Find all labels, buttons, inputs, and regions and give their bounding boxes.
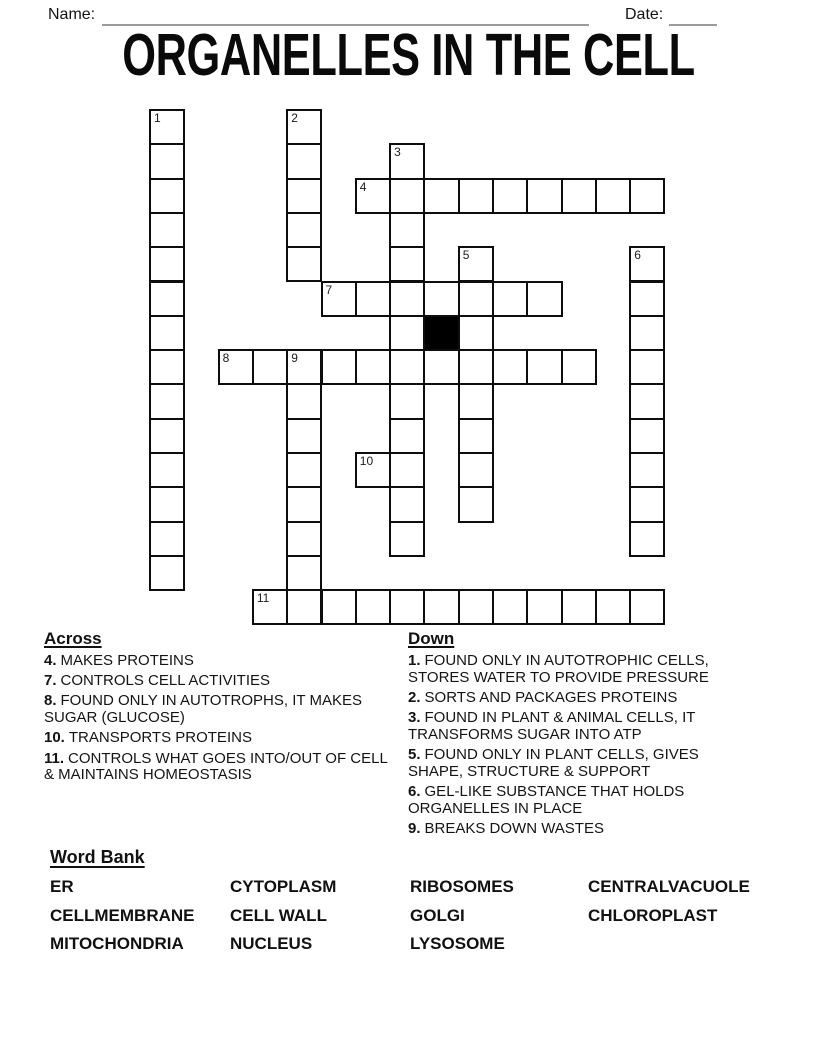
word-bank-section: [50, 845, 790, 959]
answer-cell[interactable]: [458, 589, 494, 625]
answer-cell[interactable]: [629, 486, 665, 522]
answer-cell[interactable]: [458, 349, 494, 385]
answer-cell[interactable]: [423, 349, 459, 385]
clue-down-1: [408, 653, 748, 686]
clue-line: 5. FOUND ONLY IN PLANT CELLS, GIVES: [408, 746, 699, 764]
cell-number: 6: [634, 248, 641, 263]
clue-line: SHAPE, STRUCTURE & SUPPORT: [408, 762, 651, 780]
page-title: [0, 22, 816, 88]
answer-cell[interactable]: [629, 178, 665, 214]
answer-cell[interactable]: [423, 178, 459, 214]
across-heading: Across: [44, 629, 102, 648]
answer-cell[interactable]: [286, 521, 322, 557]
word-bank-item: MITOCHONDRIA: [50, 934, 184, 954]
answer-cell[interactable]: [458, 452, 494, 488]
cell-number: 4: [359, 179, 367, 194]
clue-number: 7.: [44, 672, 57, 690]
answer-cell[interactable]: [286, 178, 322, 214]
down-clues-section: [408, 629, 748, 841]
clue-down-2: [408, 690, 748, 707]
cell-number: 1: [154, 111, 161, 125]
clue-across-8: [44, 693, 404, 726]
word-bank-item: CENTRALVACUOLE: [588, 877, 750, 896]
down-clue-list: [408, 653, 748, 838]
answer-cell[interactable]: [595, 178, 631, 214]
answer-cell[interactable]: [286, 383, 322, 419]
answer-cell[interactable]: [355, 281, 391, 317]
clue-number: 11.: [44, 749, 65, 767]
clue-line: 4. MAKES PROTEINS: [44, 652, 194, 669]
answer-cell[interactable]: [286, 589, 322, 625]
clue-line: 10. TRANSPORTS PROTEINS: [44, 729, 252, 747]
answer-cell[interactable]: [561, 349, 597, 385]
clue-number: 4.: [44, 652, 57, 669]
cell-number: 3: [394, 145, 401, 160]
clue-number: 3.: [408, 709, 421, 727]
answer-cell[interactable]: [629, 521, 665, 557]
answer-cell[interactable]: [526, 178, 562, 214]
answer-cell[interactable]: [389, 178, 425, 214]
answer-cell[interactable]: [458, 418, 494, 454]
answer-cell[interactable]: [595, 589, 631, 625]
word-bank-item: CELLMEMBRANE: [50, 905, 195, 925]
word-bank-item: LYSOSOME: [410, 934, 505, 954]
answer-cell[interactable]: [218, 349, 254, 385]
answer-cell[interactable]: [389, 212, 425, 248]
word-bank-item: CELL WALL: [230, 905, 327, 925]
cell-number: 2: [291, 111, 298, 125]
answer-cell[interactable]: [492, 589, 528, 625]
clue-across-4: [44, 653, 404, 670]
answer-cell[interactable]: [149, 315, 185, 351]
clue-line: 2. SORTS AND PACKAGES PROTEINS: [408, 688, 678, 706]
clue-line: & MAINTAINS HOMEOSTASIS: [44, 766, 252, 784]
answer-cell[interactable]: [423, 281, 459, 317]
clue-number: 10.: [44, 729, 65, 747]
clue-line: 9. BREAKS DOWN WASTES: [408, 819, 604, 837]
clue-line: ORGANELLES IN PLACE: [408, 799, 583, 817]
answer-cell[interactable]: [149, 452, 185, 488]
answer-cell[interactable]: [286, 212, 322, 248]
answer-cell[interactable]: [389, 486, 425, 522]
black-cell: [423, 315, 459, 351]
answer-cell[interactable]: [389, 589, 425, 625]
page-title-text: ORGANELLES IN THE CELL: [121, 22, 695, 88]
answer-cell[interactable]: [252, 589, 288, 625]
clue-line: STORES WATER TO PROVIDE PRESSURE: [408, 668, 709, 686]
answer-cell[interactable]: [355, 349, 391, 385]
clue-across-11: [44, 751, 404, 784]
across-clue-list: [44, 653, 404, 784]
answer-cell[interactable]: [286, 349, 322, 385]
across-clues-section: [44, 629, 404, 787]
cell-number: 10: [359, 454, 374, 468]
word-bank-item: NUCLEUS: [230, 934, 313, 954]
answer-cell[interactable]: [286, 486, 322, 522]
answer-cell[interactable]: [458, 281, 494, 317]
clue-number: 8.: [44, 692, 57, 710]
answer-cell[interactable]: [458, 486, 494, 522]
cell-number: 9: [291, 351, 298, 366]
cell-number: 8: [222, 351, 230, 366]
clue-across-7: [44, 673, 404, 690]
answer-cell[interactable]: [286, 109, 322, 145]
answer-cell[interactable]: [321, 349, 357, 385]
answer-cell[interactable]: [629, 418, 665, 454]
down-heading: Down: [408, 629, 455, 648]
answer-cell[interactable]: [389, 452, 425, 488]
cell-number: 7: [325, 282, 333, 297]
word-bank-item: GOLGI: [410, 905, 465, 925]
answer-cell[interactable]: [389, 143, 425, 179]
answer-cell[interactable]: [526, 349, 562, 385]
clue-number: 2.: [408, 688, 421, 706]
clue-line: 11. CONTROLS WHAT GOES INTO/OUT OF CELL: [44, 749, 388, 767]
answer-cell[interactable]: [389, 418, 425, 454]
answer-cell[interactable]: [149, 418, 185, 454]
answer-cell[interactable]: [458, 178, 494, 214]
answer-cell[interactable]: [149, 178, 185, 214]
answer-cell[interactable]: [355, 589, 391, 625]
answer-cell[interactable]: [355, 452, 391, 488]
clue-line: 3. FOUND IN PLANT & ANIMAL CELLS, IT: [408, 709, 696, 727]
clue-number: 5.: [408, 746, 421, 764]
answer-cell[interactable]: [423, 589, 459, 625]
answer-cell[interactable]: [629, 315, 665, 351]
answer-cell[interactable]: [629, 452, 665, 488]
clue-line: SUGAR (GLUCOSE): [44, 709, 185, 727]
cell-number: 5: [462, 248, 470, 263]
cell-number: 11: [256, 591, 270, 606]
answer-cell[interactable]: [149, 383, 185, 419]
clue-line: TRANSFORMS SUGAR INTO ATP: [408, 725, 642, 743]
answer-cell[interactable]: [149, 212, 185, 248]
date-label: Date:: [625, 6, 664, 23]
answer-cell[interactable]: [629, 246, 665, 282]
answer-cell[interactable]: [629, 383, 665, 419]
answer-cell[interactable]: [526, 589, 562, 625]
answer-cell[interactable]: [286, 418, 322, 454]
answer-cell[interactable]: [629, 281, 665, 317]
clue-down-9: [408, 821, 748, 838]
answer-cell[interactable]: [149, 521, 185, 557]
word-bank-list: [50, 873, 790, 959]
answer-cell[interactable]: [149, 281, 185, 317]
answer-cell[interactable]: [492, 349, 528, 385]
answer-cell[interactable]: [149, 486, 185, 522]
clue-line: 8. FOUND ONLY IN AUTOTROPHS, IT MAKES: [44, 692, 362, 710]
name-label: Name:: [48, 6, 96, 23]
clue-across-10: [44, 730, 404, 747]
answer-cell[interactable]: [458, 246, 494, 282]
answer-cell[interactable]: [389, 315, 425, 351]
answer-cell[interactable]: [286, 555, 322, 591]
answer-cell[interactable]: [252, 349, 288, 385]
answer-cell[interactable]: [149, 246, 185, 282]
clue-number: 9.: [408, 819, 421, 837]
answer-cell[interactable]: [149, 109, 185, 145]
answer-cell[interactable]: [286, 246, 322, 282]
answer-cell[interactable]: [389, 246, 425, 282]
answer-cell[interactable]: [149, 143, 185, 179]
answer-cell[interactable]: [321, 281, 357, 317]
answer-cell[interactable]: [492, 281, 528, 317]
word-bank-item: ER: [50, 877, 74, 896]
answer-cell[interactable]: [458, 315, 494, 351]
clue-line: 6. GEL-LIKE SUBSTANCE THAT HOLDS: [408, 782, 685, 800]
word-bank-heading: Word Bank: [50, 847, 145, 867]
answer-cell[interactable]: [149, 349, 185, 385]
answer-cell[interactable]: [286, 452, 322, 488]
answer-cell[interactable]: [629, 349, 665, 385]
clue-number: 6.: [408, 782, 421, 800]
answer-cell[interactable]: [458, 383, 494, 419]
answer-cell[interactable]: [561, 589, 597, 625]
word-bank-item: RIBOSOMES: [410, 877, 514, 896]
answer-cell[interactable]: [321, 589, 357, 625]
word-bank-item: CHLOROPLAST: [588, 905, 718, 925]
clue-number: 1.: [408, 652, 421, 669]
answer-cell[interactable]: [149, 555, 185, 591]
answer-cell[interactable]: [629, 589, 665, 625]
answer-cell[interactable]: [389, 383, 425, 419]
answer-cell[interactable]: [492, 178, 528, 214]
clue-down-6: [408, 784, 748, 817]
answer-cell[interactable]: [355, 178, 391, 214]
answer-cell[interactable]: [389, 281, 425, 317]
clue-down-3: [408, 710, 748, 743]
clue-line: 7. CONTROLS CELL ACTIVITIES: [44, 672, 271, 690]
clue-line: 1. FOUND ONLY IN AUTOTROPHIC CELLS,: [408, 652, 709, 669]
word-bank-item: CYTOPLASM: [230, 877, 337, 896]
answer-cell[interactable]: [526, 281, 562, 317]
answer-cell[interactable]: [389, 349, 425, 385]
clue-down-5: [408, 747, 748, 780]
answer-cell[interactable]: [389, 521, 425, 557]
answer-cell[interactable]: [286, 143, 322, 179]
answer-cell[interactable]: [561, 178, 597, 214]
